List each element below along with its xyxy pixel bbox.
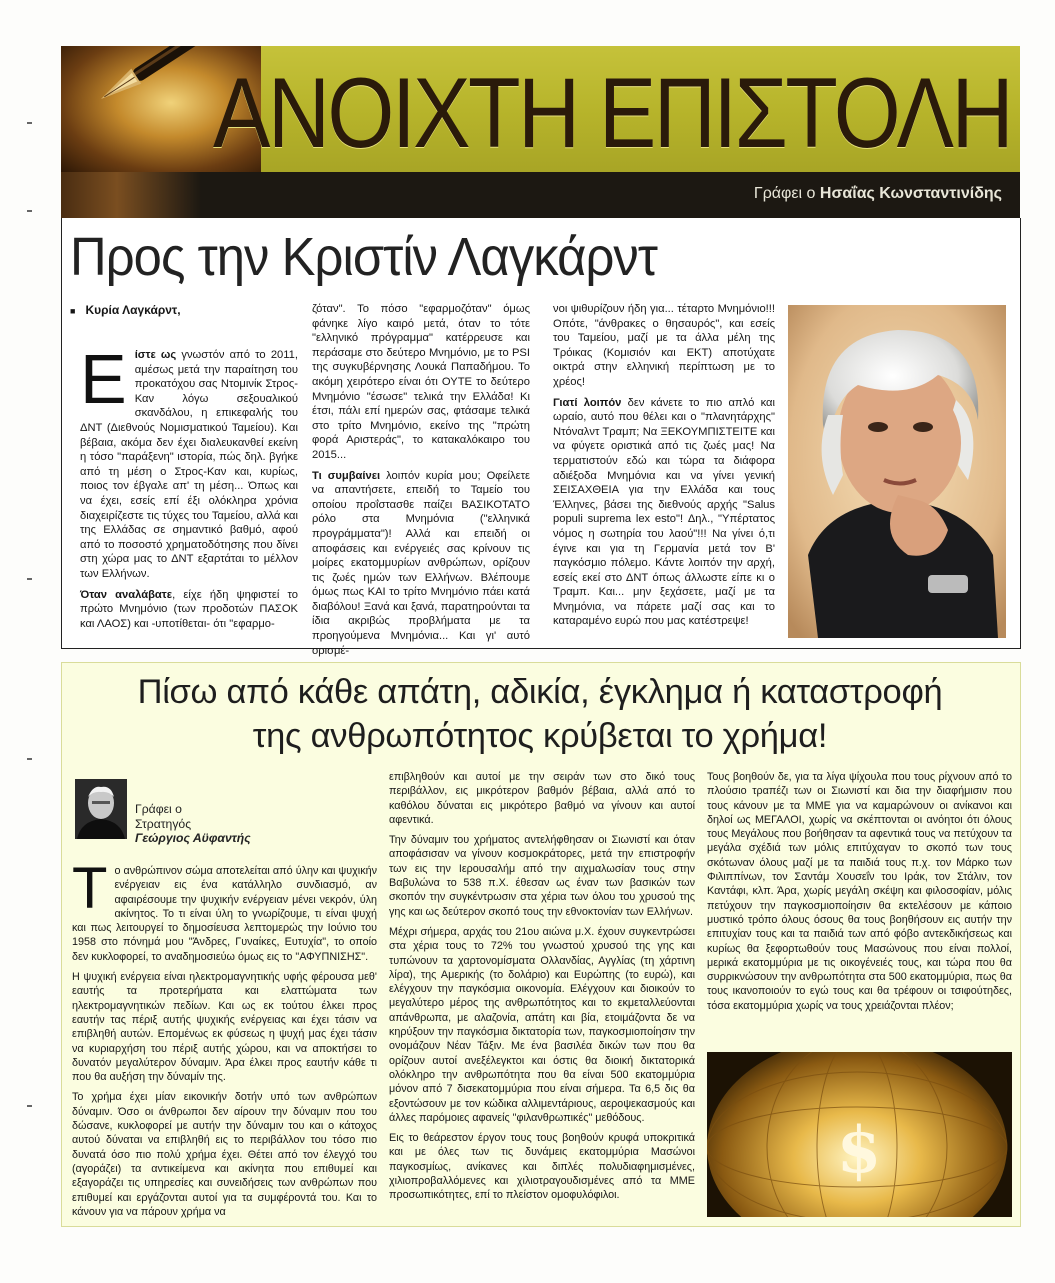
author-photo [75, 779, 127, 839]
author-bar-photo [61, 172, 201, 218]
paragraph: ζόταν". Το πόσο "εφαρμοζόταν" όμως φάνηκε λίγο καιρό μετά, όταν το τότε "ελληνικό πρόγραμμα" κατέρρευσε και περάσαμε στο δεύτερο Μνημόνιο, με το PSI της συγκυβέρνησης Λουκά Παπαδήμου. Το ακόμη χειρότερο είναι ότι ΟΥΤΕ το δεύτερο Μνημόνιο "έσωσε" τελικά την Ελλάδα! Κι έτσι, πάλι επί ημερών σας, φτάσαμε τελικά στο τρίτο Μνημόνιο, εκείνο της "πρώτη φορά Αριστεράς", το κατακαλόκαιρο του 2015... [312, 303, 530, 461]
paragraph: ο ανθρώπινον σώμα αποτελείται από ύλην και ψυχικήν ενέργειαν εις ένα κατάλληλο συνδιασμό, αν αφαιρέσουμε την ψυχικήν ενέργειαν μένει νεκρόν, ύλη ακίνητος. Το τι είναι ύλη το γνωρίζουμε, τι είναι ψυχή και πως λειτουργεί το δημοσίευσα λεπτομερώς την Ιούνιο του 1958 στο πόνημά μου "Άνδρες, Γυναίκες, Ευτυχία", το οποίο δεν κυκλοφορεί, το αναδημοσιεύω όμως εις το "ΑΦΥΠΝΙΣΗΣ". [72, 865, 377, 963]
dollar-sign-icon: $ [836, 1113, 882, 1188]
author-bar [61, 172, 1020, 218]
drop-cap: Τ [72, 856, 108, 921]
paragraph: δεν κάνετε το πιο απλό και ωραίο, αυτό που θέλει και ο "πλανητάρχης" Ντόναλντ Τραμπ; Να ΞΕΚΟΥΜΠΙΣΤΕΙΤΕ και να φύγετε οριστικά από τις ζωές μας! Να τερματιστούν εδώ και τώρα τα διάφορα αδιέξοδα Μνημόνια και να γίνει γενική ΣΕΙΣΑΧΘΕΙΑ για την Ελλάδα και τους Έλληνες, βάσει της διεθνούς αρχής "Salus populi suprema lex esto"! Δηλ., "Υπέρτατος νόμος η σωτηρία του λαού"!!! Να γίνει ό,τι έγινε και για τη Γερμανία μετά τον Β' παγκόσμιο πόλεμο. Κάντε λοιπόν την αρχή, εσείς εκεί στο ΔΝΤ όπως άλλωστε είπε κι ο Τραμπ. Και... μην ξεχάσετε, μαζί με τα Μνημόνια, να πάρετε μαζί σας και το καταραμένο ευρώ που μας κατέστρεψε! [553, 396, 775, 628]
paragraph: Τους βοηθούν δε, για τα λίγα ψίχουλα που τους ρίχνουν από το πλούσιο τραπέζι των οι Σιωνιστί και δια την διαφήμισιν που τους κάνουν με τα ΜΜΕ για να καμαρώνουν οι ανίκανοι και δηλοί ως ΜΕΓΑΛΟΙ, χωρίς να σκέπτονται οι ανόητοι ότι όλους τους Μεγάλους που βοήθησαν τα αφεντικά τους να πετύχουν τα μεγάλα σχέδιά των μόλις επιτύχαγαν το σκοπό των τους σκότωναν όλους μαζί με τα παιδιά τους π.χ. τον Μάρκο των Φιλιππίνων, τον Σαντάμ Χουσεΐν του Ιράκ, τον Στάλιν, τον Καντάφι, κλπ. Άρα, χωρίς μεγάλη σκέψη και φιλοσοφίαν, μόλις πετύχουν την παγκοσμιοποίησιν θα εκτελέσουν με κάποιο μυστικό τρόπο όλους όσους θα τους βοηθήσουν εις αυτήν την επιτυχίαν τους και τα παιδιά των από φόβο αντεκδικήσεως και κυρίως θα ξεφορτωθούν τους Μασώνους που είναι πολλοί, μερικά εκατομμύρια με τις οικογένειές τους, και τώρα που θα συρρικνώσουν την ανθρωπότητα στα 500 εκατομμύρια, πως θα τους ικανοποιούν το εγώ τους και θα τρέφουν οι τσιφούτηδες, τόσα εκατομμύρια χωρίς να τους χρειάζονται πλέον; [707, 771, 1012, 1012]
lead-in: Όταν αναλάβατε [80, 588, 173, 601]
paragraph: επιβληθούν και αυτοί με την σειράν των στο δικό τους περιβάλλον, εις μικρότερον βαθμόν βέβαια, αλλά από το καθόλου δύναται εις μικρότερο βαθμό να γίνουν και αυτοί αφεντικά. [389, 771, 695, 826]
byline-line-2: Στρατηγός [135, 816, 192, 831]
article-headline: Προς την Κριστίν Λαγκάρντ [70, 227, 657, 287]
paragraph: νοι ψιθυρίζουν ήδη για... τέταρτο Μνημόνιο!!! Οπότε, "άνθρακες ο θησαυρός", και εσείς του Ταμείου, μαζί με τα άλλα μέλη της Τρόικας (Κομισιόν και ΕΚΤ) αποτύχατε οικτρά στην ελληνική περίπτωση με το χρέος! [553, 303, 775, 388]
lead-in: Τι συμβαίνει [312, 469, 381, 482]
paragraph: λοιπόν κυρία μου; Οφείλετε να απαντήσετε, επειδή το Ταμείο του οποίου προΐστασθε παίζει ΒΑΣΙΚΟΤΑΤΟ ρόλο στα Μνημόνια ("ελληνικά προγράμματα")! Αλλά και επειδή οι αποφάσεις και ενέργειές σας κρίνουν τις μοίρες εκατομμυρίων ανθρώπων, ορίζουν τις ζωές ημών των Ελλήνων. Βλέπουμε όμως πως ΚΑΙ το τρίτο Μνημόνιο πάει κατά διαβόλου! Ξανά και ξανά, παρατηρούνται τα ίδια ακριβώς προβλήματα με τα προηγούμενα Μνημόνια... Και γι' αυτό ορισμέ- [312, 469, 530, 657]
paragraph: Μέχρι σήμερα, αρχάς του 21ου αιώνα μ.Χ. έχουν συγκεντρώσει στα χέρια τους το 72% του γνωστού χρυσού της γης και τυπώνουν τα χαρτονομίσματα Ολλανδίας, Αγγλίας (τη χάρτινη λίρα), της Αμερικής (το δολάριο) και Ευρώπης (το ευρώ), και ελέγχουν την παγκόσμια οικονομία. Ελέγχουν και διοικούν το μεγαλύτερο μέρος της ανθρωπότητος και το εκμεταλλεύονται απάνθρωπα, με αλαζονία, απάτη και βία, ετοιμάζοντα δε να κηρύξουν την παγκόσμια δικτατορία των, παγκοσμιοποίησιν την ονομάζουν Νέαν Τάξιν. Με ένα βασιλέα δικών των που θα ορίζουν αυτοί ανεξέλεγκτοι και όστις θα διοική δικτατορικά ολόκληρο την ανθρωπότητα που θα είναι 500 εκατομμύρια μόνον από 7 δισεκατομμύρια που είναι σήμερα. Τα 6,5 δις θα εξοντώσουν με τον κώδικα αλλιμεντάριους, αεροψεκασμούς και άλλες παρόμοιες αφανείς "φιλανθρωπικές" μεθόδους. [389, 925, 695, 1124]
lead-in: ίστε ως [134, 349, 177, 361]
author-portrait [75, 779, 127, 839]
headline-line-1: Πίσω από κάθε απάτη, αδικία, έγκλημα ή καταστροφή [137, 673, 943, 711]
article-column-1 [80, 340, 298, 637]
article-column-2 [312, 302, 530, 664]
article-headline [61, 670, 1019, 758]
author-prefix: Γράφει ο [753, 185, 816, 202]
article-column-1 [72, 856, 377, 1225]
paragraph: Η ψυχική ενέργεια είναι ηλεκτρομαγνητικής υφής φέρουσα μεθ' εαυτής τα προτερήματα και ελαττώματα των ηλεκτρομαγνητικών πεδίων. Και ως εκ τούτου έλκει προς εαυτήν τας πέριξ αυτής ψυχικής ενέργειας και έχει τάσιν να επιβληθή αυτών. Επομένως εκ φύσεως η ψυχή μας έχει τάσιν να κυριαρχήση του πέριξ αυτής χώρου, και να αποκτήσει το δυνατόν μεγαλύτερον δύναμιν. Άρα έλκει προς εαυτήν κάθε τι που θα αυξήση την δύναμίν της. [72, 971, 377, 1084]
paragraph: Την δύναμιν του χρήματος αντελήφθησαν οι Σιωνιστί και όταν αποφάσισαν να γίνουν κοσμοκράτορες, μετά την επιστροφήν των εις την Ιερουσαλήμ από την αιχμαλωσίαν τους στην Βαβυλώνα το 538 π.Χ. έθεσαν ως έναν των βασικών των σκοπόν την συγκέντρωσιν στα χέρια των όλου του χρυσού της γης και ως δεύτερον σκοπό τους την εθνοκτονίαν των Ελλήνων. [389, 834, 695, 918]
lead-in: Γιατί λοιπόν [553, 396, 622, 409]
greeting: ■ Κυρία Λαγκάρντ, [70, 303, 181, 317]
paragraph: , είχε ήδη ψηφιστεί το πρώτο Μνημόνιο (των προδοτών ΠΑΣΟΚ και ΛΑΟΣ) και -υποτίθεται- ότι "εφαρμο- [80, 588, 298, 630]
column-title: ΑΝΟΙΧΤΗ ΕΠΙΣΤΟΛΗ [213, 57, 1012, 168]
headline-line-2: της ανθρωπότητος κρύβεται το χρήμα! [252, 717, 828, 755]
byline-line-1: Γράφει ο [135, 802, 182, 816]
column-banner [61, 46, 1020, 172]
paragraph: Το χρήμα έχει μίαν εικονικήν δοτήν υπό των ανθρώπων δύναμιν. Όσο οι άνθρωποι δεν αίρουν την δύναμιν που του δώσανε, κυκλοφορεί με αυτήν την δύναμιν του και ο κάτοχος αυτού δύναται να επιβληθή εις το περιβάλλον του τόσο πιο δυνατά όσο πιο πολύ χρήμα έχει. Θέτει από τον έλεγχό του (αγοράζει) τα αντικείμενα και ακίνητα που επιθυμεί και εξαγοράζει τις υπηρεσίες και συνειδήσεις των ανθρώπων που επιθυμεί και εργάζονται αυτοί για τα συμφέροντά του. Και το κάνουν για να πάρουν χρήμα να [72, 1091, 377, 1218]
paragraph: Εις το θεάρεστον έργον τους τους βοηθούν κρυφά υποκριτικά και με όλες των τις δυνάμεις εκατομμύρια Μασώνοι παγκοσμίως, ανίκανες και διπλές πολυδιαφημισμένες, χιλιοπροβαλλόμενες και χιλιοτραγουδισμένες από τα ΜΜΕ προσωπικότητες, επί το πλείστον ομοφυλόφιλοι. [389, 1132, 695, 1202]
byline [135, 802, 251, 846]
article-column-3 [707, 770, 1012, 1019]
article-column-2 [389, 770, 695, 1209]
author-line [754, 185, 1002, 203]
gold-globe-illustration [707, 1052, 1012, 1217]
drop-cap: Ε [80, 340, 127, 418]
lagarde-portrait [788, 305, 1006, 638]
author-name: Ησαΐας Κωνσταντινίδης [819, 185, 1002, 202]
article-column-3 [553, 302, 775, 635]
byline-name: Γεώργιος Αϋφαντής [135, 831, 251, 846]
paragraph: γνωστόν από το 2011, αμέσως μετά την παραίτηση του προκατόχου σας Ντομινίκ Στρος-Καν λόγω σεξουαλικού σκανδάλου, η επικεφαλής του ΔΝΤ (Διεθνούς Νομισματικού Ταμείου). Και βέβαια, ακόμα δεν έχει διαλευκανθεί εκείνη η τόσο "παράξενη" ιστορία, πώς δηλ. βγήκε από τη μέση ο Στρος-Καν και, κυρίως, ποιος τον έβγαλε απ' τη μέση... Όπως και να έχει, εσείς επί έξι ολόκληρα χρόνια διαχειρίζεστε τις τύχες του Ταμείου, αλλά και της Ελλάδας σε σημαντικό βαθμό, αφού από το ποσοστό χρηματοδότησης που δίνει στη χώρα μας το ΔΝΤ εξαρτάται το μέλλον των Ελλήνων. [80, 349, 298, 580]
